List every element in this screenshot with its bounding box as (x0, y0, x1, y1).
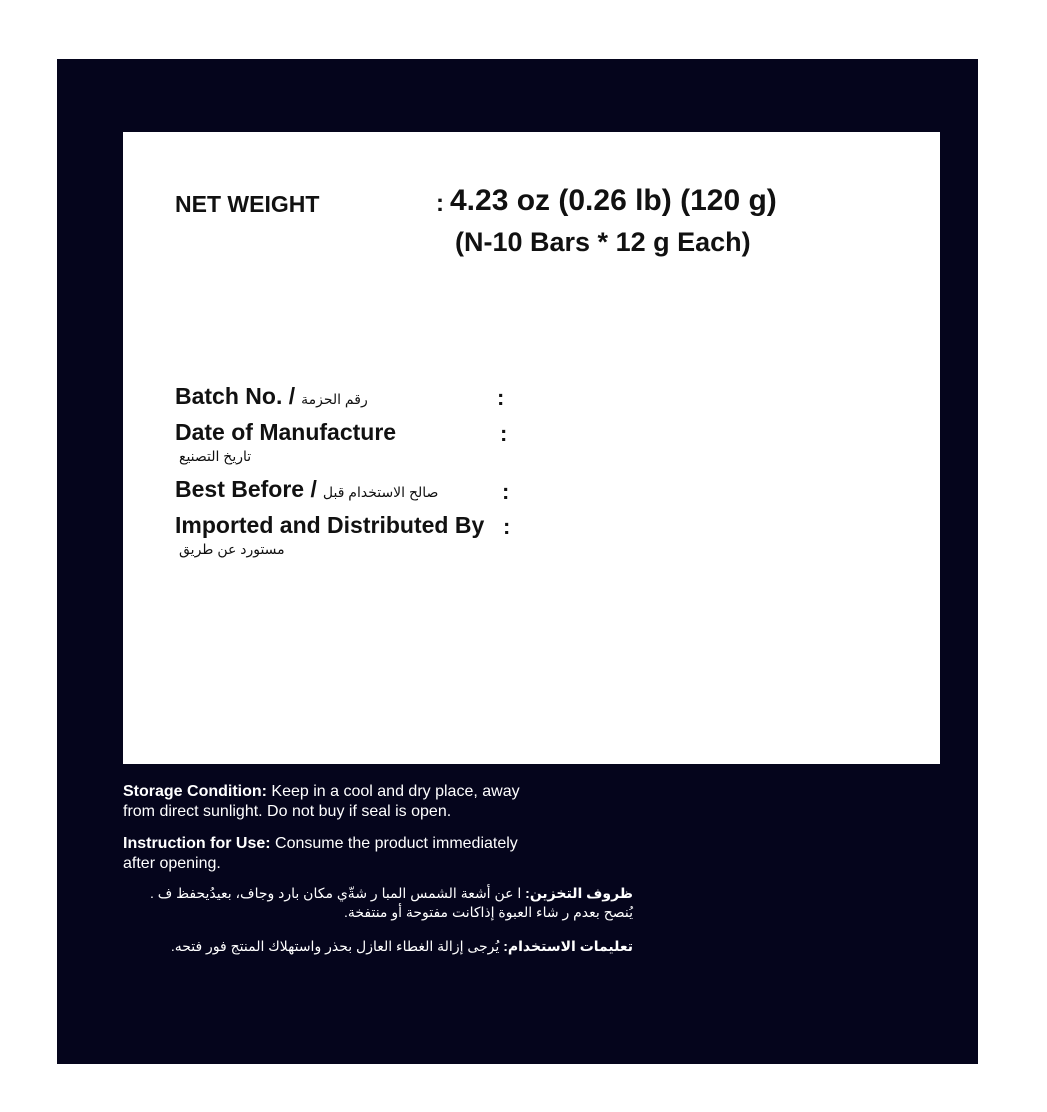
storage-condition (123, 782, 520, 822)
label-panel (57, 59, 978, 1064)
storage-line1: Keep in a cool and dry place, away (266, 783, 520, 800)
best-before-label-arabic: صالح الاستخدام قبل (322, 484, 439, 500)
best-before-label: Best Before / (175, 476, 317, 502)
info-box (123, 132, 940, 764)
best-before-colon: : (502, 479, 510, 504)
imported-colon: : (503, 514, 511, 539)
storage-title: Storage Condition: (123, 783, 267, 800)
manufacture-colon: : (500, 421, 508, 446)
arabic-storage-line2: يُنصح بعدم ر شاء العبوة إذاكانت مفتوحة أو منتفخة. (343, 904, 633, 920)
net-weight-subtext: (N-10 Bars * 12 g Each) (455, 227, 751, 257)
instruction-for-use (123, 834, 518, 874)
batch-label-arabic: رقم الحزمة (301, 391, 368, 407)
instruction-title: Instruction for Use: (123, 835, 271, 852)
arabic-storage-line1: ا عن أشعة الشمس المبا ر شةّي مكان بارد وجاف، بعيدُيحفظ ف . (149, 885, 526, 901)
arabic-instruction-title: تعليمات الاستخدام: (503, 938, 633, 954)
arabic-instruction-line1: يُرجى إزالة الغطاء العازل بحذر واستهلاك المنتج فور فتحه. (170, 938, 504, 954)
batch-label: Batch No. / (175, 383, 296, 409)
arabic-storage-title: ظروف التخزين: (525, 885, 633, 901)
imported-field (175, 512, 484, 558)
imported-label-arabic: مستورد عن طريق (179, 541, 285, 557)
net-weight-colon: : (436, 190, 444, 217)
manufacture-label-arabic: تاريخ التصنيع (179, 448, 252, 464)
net-weight-value: 4.23 oz (0.26 lb) (120 g) (450, 184, 777, 217)
storage-line2: from direct sunlight. Do not buy if seal is open. (123, 803, 452, 820)
arabic-storage-condition (150, 884, 633, 922)
manufacture-field (175, 419, 396, 465)
arabic-instruction (171, 937, 633, 956)
instruction-line1: Consume the product immediately (270, 835, 518, 852)
best-before-field (175, 476, 438, 503)
manufacture-label: Date of Manufacture (175, 419, 397, 445)
instruction-line2: after opening. (123, 855, 221, 872)
batch-colon: : (497, 385, 505, 410)
batch-field (175, 383, 368, 410)
imported-label: Imported and Distributed By (175, 512, 485, 538)
net-weight-label: NET WEIGHT (175, 191, 320, 217)
